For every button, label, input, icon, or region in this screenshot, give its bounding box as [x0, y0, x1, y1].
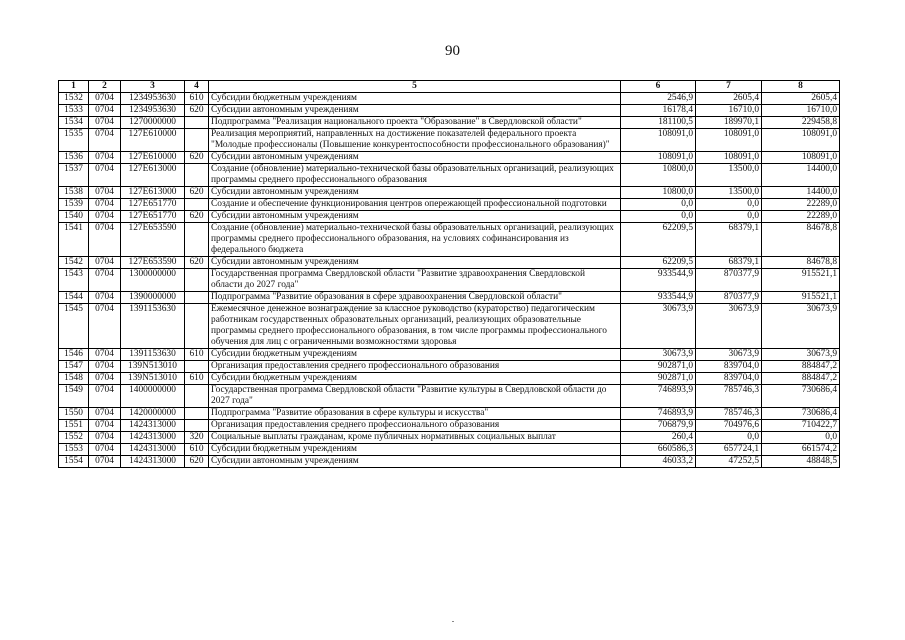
amount-col-6: 746893,9 [621, 408, 696, 420]
target-article-code: 1390000000 [121, 292, 185, 304]
header-cell-8: 8 [762, 81, 840, 93]
target-article-code: 127E613000 [121, 164, 185, 187]
amount-col-7: 13500,0 [696, 164, 762, 187]
amount-col-8: 710422,7 [762, 420, 840, 432]
expense-type-code [185, 408, 209, 420]
target-article-code: 1234953630 [121, 105, 185, 117]
amount-col-7: 47252,5 [696, 456, 762, 468]
table-row [59, 444, 840, 456]
item-name: Субсидии автономным учреждениям [209, 211, 621, 223]
table-row [59, 93, 840, 105]
section-code: 0704 [89, 269, 121, 292]
target-article-code: 127E613000 [121, 187, 185, 199]
row-number: 1543 [59, 269, 89, 292]
section-code: 0704 [89, 129, 121, 152]
table-row [59, 304, 840, 349]
expense-type-code: 610 [185, 444, 209, 456]
amount-col-8: 661574,2 [762, 444, 840, 456]
target-article-code: 1424313000 [121, 456, 185, 468]
amount-col-6: 933544,9 [621, 292, 696, 304]
item-name: Субсидии автономным учреждениям [209, 105, 621, 117]
section-code: 0704 [89, 373, 121, 385]
table-row [59, 129, 840, 152]
amount-col-6: 2546,9 [621, 93, 696, 105]
row-number: 1554 [59, 456, 89, 468]
row-number: 1553 [59, 444, 89, 456]
row-number: 1540 [59, 211, 89, 223]
section-code: 0704 [89, 408, 121, 420]
item-name: Субсидии бюджетным учреждениям [209, 444, 621, 456]
amount-col-7: 870377,9 [696, 269, 762, 292]
table-row [59, 223, 840, 257]
amount-col-7: 108091,0 [696, 152, 762, 164]
target-article-code: 1391153630 [121, 304, 185, 349]
item-name: Субсидии бюджетным учреждениям [209, 349, 621, 361]
table-row [59, 349, 840, 361]
section-code: 0704 [89, 420, 121, 432]
amount-col-7: 68379,1 [696, 223, 762, 257]
table-row [59, 432, 840, 444]
section-code: 0704 [89, 223, 121, 257]
item-name: Подпрограмма "Развитие образования в сфере культуры и искусства" [209, 408, 621, 420]
budget-table [58, 80, 840, 468]
expense-type-code [185, 385, 209, 408]
amount-col-8: 915521,1 [762, 292, 840, 304]
amount-col-8: 22289,0 [762, 199, 840, 211]
table-row [59, 164, 840, 187]
expense-type-code [185, 199, 209, 211]
row-number: 1534 [59, 117, 89, 129]
item-name: Создание (обновление) материально-технической базы образовательных организаций, реализующих программы среднего профессионального образования [209, 164, 621, 187]
expense-type-code [185, 164, 209, 187]
amount-col-6: 46033,2 [621, 456, 696, 468]
row-number: 1532 [59, 93, 89, 105]
item-name: Организация предоставления среднего профессионального образования [209, 420, 621, 432]
section-code: 0704 [89, 199, 121, 211]
expense-type-code: 610 [185, 93, 209, 105]
row-number: 1546 [59, 349, 89, 361]
amount-col-8: 884847,2 [762, 361, 840, 373]
row-number: 1545 [59, 304, 89, 349]
header-cell-2: 2 [89, 81, 121, 93]
amount-col-7: 839704,0 [696, 373, 762, 385]
row-number: 1537 [59, 164, 89, 187]
amount-col-8: 30673,9 [762, 304, 840, 349]
section-code: 0704 [89, 164, 121, 187]
target-article-code: 127E610000 [121, 129, 185, 152]
row-number: 1542 [59, 257, 89, 269]
target-article-code: 1270000000 [121, 117, 185, 129]
item-name: Субсидии бюджетным учреждениям [209, 93, 621, 105]
amount-col-6: 62209,5 [621, 257, 696, 269]
section-code: 0704 [89, 211, 121, 223]
amount-col-6: 30673,9 [621, 349, 696, 361]
row-number: 1539 [59, 199, 89, 211]
item-name: Создание и обеспечение функционирования центров опережающей профессиональной подготовки [209, 199, 621, 211]
target-article-code: 139N513010 [121, 361, 185, 373]
section-code: 0704 [89, 105, 121, 117]
table-row [59, 152, 840, 164]
amount-col-8: 16710,0 [762, 105, 840, 117]
table-row [59, 269, 840, 292]
amount-col-8: 84678,8 [762, 223, 840, 257]
table-row [59, 408, 840, 420]
amount-col-6: 902871,0 [621, 361, 696, 373]
header-cell-3: 3 [121, 81, 185, 93]
amount-col-7: 30673,9 [696, 349, 762, 361]
amount-col-8: 14400,0 [762, 164, 840, 187]
amount-col-6: 108091,0 [621, 129, 696, 152]
section-code: 0704 [89, 117, 121, 129]
target-article-code: 127E651770 [121, 211, 185, 223]
page-number: 90 [445, 43, 460, 59]
amount-col-7: 704976,6 [696, 420, 762, 432]
amount-col-7: 189970,1 [696, 117, 762, 129]
row-number: 1548 [59, 373, 89, 385]
item-name: Организация предоставления среднего профессионального образования [209, 361, 621, 373]
amount-col-6: 260,4 [621, 432, 696, 444]
target-article-code: 139N513010 [121, 373, 185, 385]
section-code: 0704 [89, 292, 121, 304]
amount-col-6: 902871,0 [621, 373, 696, 385]
row-number: 1535 [59, 129, 89, 152]
item-name: Реализация мероприятий, направленных на достижение показателей федерального проекта "Молодые профессионалы (Повышение конкурентоспособности профессионального образования)" [209, 129, 621, 152]
item-name: Ежемесячное денежное вознаграждение за классное руководство (кураторство) педагогическим работникам государственных образовательных организаций, реализующих образовательные программы среднего профессионального образования, в том числе программы профессионального обучения для лиц с ограниченными возможностями здоровья [209, 304, 621, 349]
table-row [59, 211, 840, 223]
section-code: 0704 [89, 385, 121, 408]
target-article-code: 127E610000 [121, 152, 185, 164]
amount-col-7: 0,0 [696, 199, 762, 211]
row-number: 1552 [59, 432, 89, 444]
table-row [59, 292, 840, 304]
row-number: 1533 [59, 105, 89, 117]
section-code: 0704 [89, 257, 121, 269]
section-code: 0704 [89, 304, 121, 349]
target-article-code: 127E651770 [121, 199, 185, 211]
section-code: 0704 [89, 444, 121, 456]
section-code: 0704 [89, 456, 121, 468]
amount-col-8: 22289,0 [762, 211, 840, 223]
target-article-code: 1400000000 [121, 385, 185, 408]
amount-col-7: 68379,1 [696, 257, 762, 269]
table-row [59, 385, 840, 408]
expense-type-code: 610 [185, 373, 209, 385]
row-number: 1549 [59, 385, 89, 408]
expense-type-code: 620 [185, 105, 209, 117]
row-number: 1550 [59, 408, 89, 420]
target-article-code: 1234953630 [121, 93, 185, 105]
amount-col-6: 181100,5 [621, 117, 696, 129]
row-number: 1551 [59, 420, 89, 432]
table-body [59, 93, 840, 468]
target-article-code: 1424313000 [121, 444, 185, 456]
row-number: 1541 [59, 223, 89, 257]
amount-col-6: 706879,9 [621, 420, 696, 432]
header-row [59, 81, 840, 93]
expense-type-code [185, 292, 209, 304]
header-cell-6: 6 [621, 81, 696, 93]
header-cell-7: 7 [696, 81, 762, 93]
expense-type-code: 620 [185, 257, 209, 269]
amount-col-7: 108091,0 [696, 129, 762, 152]
header-cell-5: 5 [209, 81, 621, 93]
target-article-code: 1300000000 [121, 269, 185, 292]
amount-col-6: 0,0 [621, 199, 696, 211]
row-number: 1536 [59, 152, 89, 164]
amount-col-8: 2605,4 [762, 93, 840, 105]
section-code: 0704 [89, 432, 121, 444]
amount-col-8: 884847,2 [762, 373, 840, 385]
expense-type-code [185, 117, 209, 129]
item-name: Субсидии автономным учреждениям [209, 152, 621, 164]
expense-type-code: 620 [185, 456, 209, 468]
table-row [59, 105, 840, 117]
item-name: Подпрограмма "Реализация национального проекта "Образование" в Свердловской области" [209, 117, 621, 129]
amount-col-8: 14400,0 [762, 187, 840, 199]
table-row [59, 187, 840, 199]
amount-col-7: 2605,4 [696, 93, 762, 105]
amount-col-6: 108091,0 [621, 152, 696, 164]
amount-col-7: 16710,0 [696, 105, 762, 117]
table-row [59, 257, 840, 269]
target-article-code: 1424313000 [121, 432, 185, 444]
row-number: 1547 [59, 361, 89, 373]
amount-col-7: 0,0 [696, 211, 762, 223]
amount-col-6: 62209,5 [621, 223, 696, 257]
amount-col-7: 0,0 [696, 432, 762, 444]
amount-col-7: 30673,9 [696, 304, 762, 349]
amount-col-8: 48848,5 [762, 456, 840, 468]
expense-type-code: 620 [185, 211, 209, 223]
target-article-code: 127E653590 [121, 257, 185, 269]
item-name: Подпрограмма "Развитие образования в сфере здравоохранения Свердловской области" [209, 292, 621, 304]
scan-speck [452, 621, 454, 622]
target-article-code: 1391153630 [121, 349, 185, 361]
header-cell-1: 1 [59, 81, 89, 93]
amount-col-8: 730686,4 [762, 385, 840, 408]
target-article-code: 127E653590 [121, 223, 185, 257]
section-code: 0704 [89, 361, 121, 373]
amount-col-8: 108091,0 [762, 129, 840, 152]
target-article-code: 1420000000 [121, 408, 185, 420]
expense-type-code [185, 361, 209, 373]
item-name: Субсидии автономным учреждениям [209, 456, 621, 468]
item-name: Субсидии бюджетным учреждениям [209, 373, 621, 385]
expense-type-code [185, 223, 209, 257]
table-row [59, 199, 840, 211]
table-row [59, 373, 840, 385]
row-number: 1544 [59, 292, 89, 304]
amount-col-6: 10800,0 [621, 164, 696, 187]
expense-type-code: 620 [185, 152, 209, 164]
item-name: Субсидии автономным учреждениям [209, 187, 621, 199]
amount-col-8: 30673,9 [762, 349, 840, 361]
amount-col-6: 660586,3 [621, 444, 696, 456]
expense-type-code: 610 [185, 349, 209, 361]
table-row [59, 456, 840, 468]
section-code: 0704 [89, 187, 121, 199]
amount-col-7: 870377,9 [696, 292, 762, 304]
amount-col-6: 16178,4 [621, 105, 696, 117]
amount-col-6: 0,0 [621, 211, 696, 223]
amount-col-8: 108091,0 [762, 152, 840, 164]
item-name: Субсидии автономным учреждениям [209, 257, 621, 269]
amount-col-6: 10800,0 [621, 187, 696, 199]
amount-col-7: 785746,3 [696, 408, 762, 420]
item-name: Социальные выплаты гражданам, кроме публичных нормативных социальных выплат [209, 432, 621, 444]
amount-col-8: 730686,4 [762, 408, 840, 420]
row-number: 1538 [59, 187, 89, 199]
target-article-code: 1424313000 [121, 420, 185, 432]
amount-col-8: 84678,8 [762, 257, 840, 269]
amount-col-6: 933544,9 [621, 269, 696, 292]
section-code: 0704 [89, 349, 121, 361]
amount-col-6: 30673,9 [621, 304, 696, 349]
amount-col-8: 229458,8 [762, 117, 840, 129]
amount-col-7: 657724,1 [696, 444, 762, 456]
expense-type-code [185, 129, 209, 152]
amount-col-6: 746893,9 [621, 385, 696, 408]
expense-type-code: 620 [185, 187, 209, 199]
item-name: Государственная программа Свердловской области "Развитие культуры в Свердловской области до 2027 года" [209, 385, 621, 408]
table-row [59, 361, 840, 373]
amount-col-7: 13500,0 [696, 187, 762, 199]
item-name: Государственная программа Свердловской области "Развитие здравоохранения Свердловской области до 2027 года" [209, 269, 621, 292]
section-code: 0704 [89, 93, 121, 105]
amount-col-8: 0,0 [762, 432, 840, 444]
expense-type-code [185, 269, 209, 292]
expense-type-code [185, 304, 209, 349]
table-row [59, 117, 840, 129]
expense-type-code: 320 [185, 432, 209, 444]
amount-col-8: 915521,1 [762, 269, 840, 292]
table-row [59, 420, 840, 432]
header-cell-4: 4 [185, 81, 209, 93]
section-code: 0704 [89, 152, 121, 164]
amount-col-7: 785746,3 [696, 385, 762, 408]
expense-type-code [185, 420, 209, 432]
item-name: Создание (обновление) материально-технической базы образовательных организаций, реализующих программы среднего профессионального образования, на условиях софинансирования из федерального бюджета [209, 223, 621, 257]
amount-col-7: 839704,0 [696, 361, 762, 373]
